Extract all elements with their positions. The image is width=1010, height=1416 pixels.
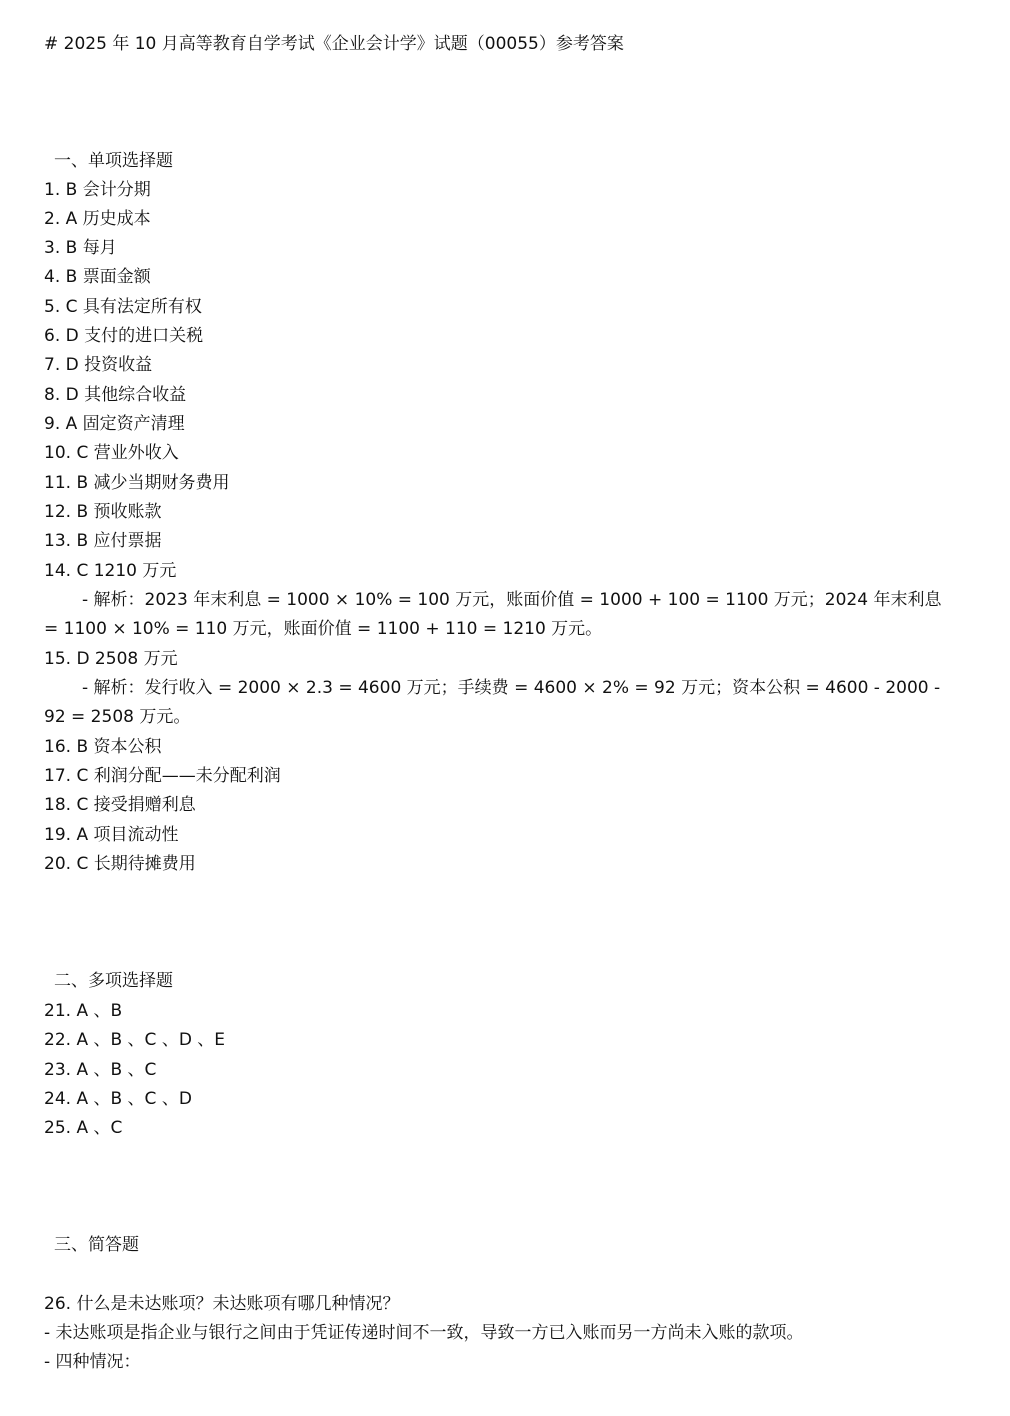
list-item: 1. B 会计分期 xyxy=(44,180,151,200)
list-item: 17. C 利润分配——未分配利润 xyxy=(44,766,281,786)
list-item: 11. B 减少当期财务费用 xyxy=(44,473,230,493)
answer-26-definition: - 未达账项是指企业与银行之间由于凭证传递时间不一致，导致一方已入账而另一方尚未入账的款项。 xyxy=(44,1323,804,1343)
list-item: 10. C 营业外收入 xyxy=(44,443,179,463)
list-item: 7. D 投资收益 xyxy=(44,355,153,375)
list-item: 21. A 、B xyxy=(44,1001,123,1021)
list-item: 14. C 1210 万元 xyxy=(44,561,177,581)
list-item: 3. B 每月 xyxy=(44,238,117,258)
list-item: 25. A 、C xyxy=(44,1118,123,1138)
section-single-choice-heading: 一、单项选择题 xyxy=(54,151,173,171)
list-item: 2. A 历史成本 xyxy=(44,209,151,229)
document-title: # 2025 年 10 月高等教育自学考试《企业会计学》试题（00055）参考答案 xyxy=(44,34,624,54)
list-item: 4. B 票面金额 xyxy=(44,267,151,287)
section-multi-choice-heading: 二、多项选择题 xyxy=(54,971,173,991)
section-short-answer-heading: 三、简答题 xyxy=(54,1235,139,1255)
list-item: 5. C 具有法定所有权 xyxy=(44,297,202,317)
list-item: 16. B 资本公积 xyxy=(44,737,162,757)
list-item: 18. C 接受捐赠利息 xyxy=(44,795,196,815)
list-item: 19. A 项目流动性 xyxy=(44,825,179,845)
list-item: 23. A 、B 、C xyxy=(44,1060,157,1080)
list-item: 15. D 2508 万元 xyxy=(44,649,178,669)
list-item: 12. B 预收账款 xyxy=(44,502,162,522)
list-item: 13. B 应付票据 xyxy=(44,531,162,551)
question-26: 26. 什么是未达账项？未达账项有哪几种情况？ xyxy=(44,1294,400,1314)
list-item: 22. A 、B 、C 、D 、E xyxy=(44,1030,226,1050)
list-item: 20. C 长期待摊费用 xyxy=(44,854,196,874)
analysis-14: - 解析：2023 年末利息 = 1000 × 10% = 100 万元，账面价值 = 1000 + 100 = 1100 万元；2024 年末利息 = 1100 × 10% = 110 万元，账面价值 = 1100 + 110 = 1210 万元。 xyxy=(44,590,942,639)
analysis-15: - 解析：发行收入 = 2000 × 2.3 = 4600 万元；手续费 = 4600 × 2% = 92 万元；资本公积 = 4600 - 2000 - 92 = 2508 万元。 xyxy=(44,678,941,727)
list-item: 6. D 支付的进口关税 xyxy=(44,326,204,346)
answer-26-cases: - 四种情况： xyxy=(44,1352,141,1372)
list-item: 9. A 固定资产清理 xyxy=(44,414,185,434)
list-item: 24. A 、B 、C 、D xyxy=(44,1089,192,1109)
list-item: 8. D 其他综合收益 xyxy=(44,385,187,405)
